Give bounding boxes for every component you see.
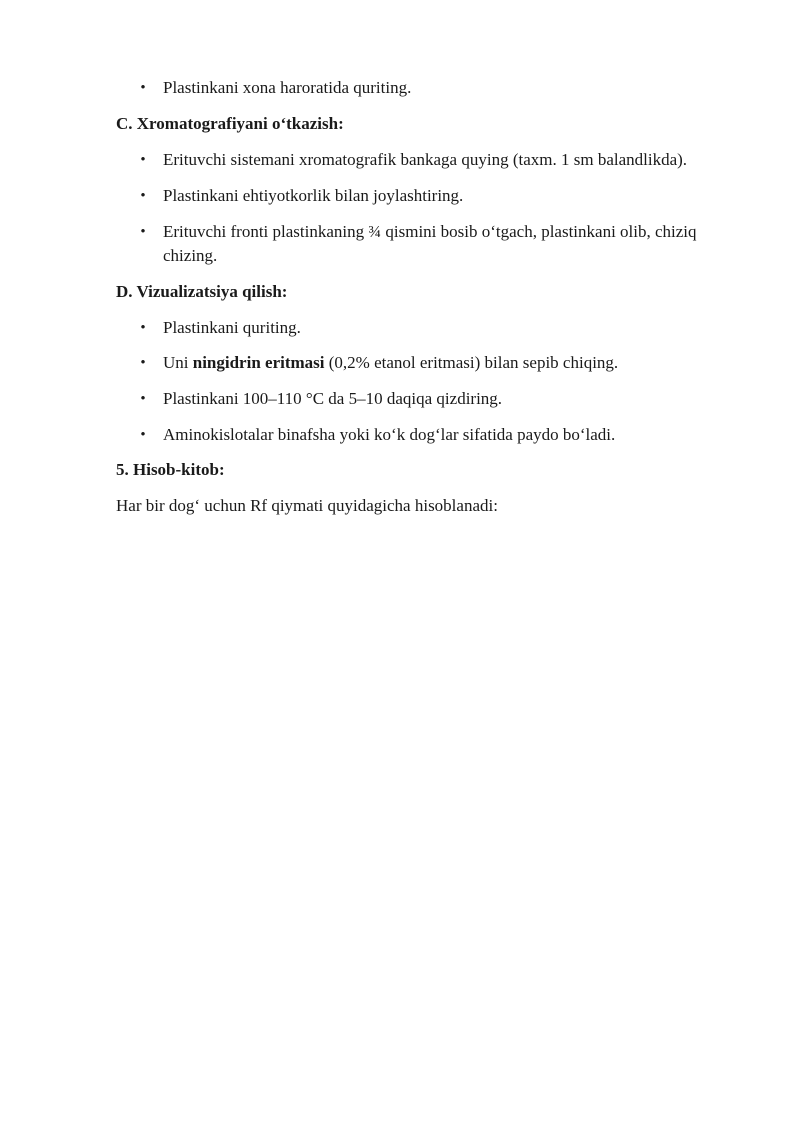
list-item <box>140 184 753 208</box>
bullet-icon: • <box>140 152 146 168</box>
list-item <box>140 76 753 100</box>
section-heading-5: 5. Hisob-kitob: <box>116 460 225 479</box>
list-item <box>140 220 753 268</box>
paragraph: Har bir dogʻ uchun Rf qiymati quyidagicha hisoblanadi: <box>116 496 498 515</box>
list-item-text-bold: ningidrin eritmasi <box>192 353 325 372</box>
list-item <box>140 387 753 411</box>
list-item <box>140 423 753 447</box>
bullet-icon: • <box>140 427 146 443</box>
list-item-text-suffix: (0,2% etanol eritmasi) bilan sepib chiqing. <box>324 353 619 372</box>
list-item-text: Aminokislotalar binafsha yoki koʻk dogʻlar sifatida paydo boʻladi. <box>163 425 616 444</box>
section-heading-d: D. Vizualizatsiya qilish: <box>116 282 288 301</box>
list-item-text-prefix: Uni <box>163 353 193 372</box>
section-heading-c: C. Xromatografiyani oʻtkazish: <box>116 114 344 133</box>
bullet-icon: • <box>140 224 146 240</box>
bullet-icon: • <box>140 320 146 336</box>
list-item-text: Erituvchi sistemani xromatografik bankaga quying (taxm. 1 sm balandlikda). <box>163 150 688 169</box>
list-item-text-line-2: chizing. <box>163 246 218 265</box>
list-item-text: Plastinkani ehtiyotkorlik bilan joylashtiring. <box>163 186 464 205</box>
bullet-icon: • <box>140 80 146 96</box>
list-item-text: Plastinkani 100–110 °C da 5–10 daqiqa qizdiring. <box>163 389 503 408</box>
list-item-text: Plastinkani quriting. <box>163 318 301 337</box>
list-item <box>140 148 753 172</box>
bullet-icon: • <box>140 391 146 407</box>
list-item <box>140 351 753 375</box>
bullet-icon: • <box>140 188 146 204</box>
list-item-text: Plastinkani xona haroratida quriting. <box>163 78 412 97</box>
list-item-text-line-1: Erituvchi fronti plastinkaning ¾ qismini bosib oʻtgach, plastinkani olib, chiziq <box>163 222 697 241</box>
list-item <box>140 316 753 340</box>
bullet-icon: • <box>140 355 146 371</box>
